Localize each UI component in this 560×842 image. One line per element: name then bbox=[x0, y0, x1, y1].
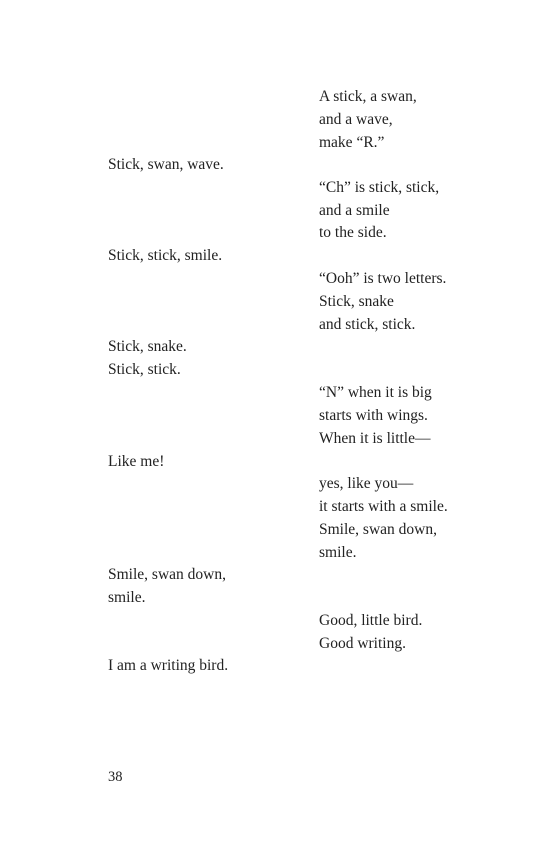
poem-line: smile. bbox=[319, 544, 357, 561]
poem-line: Stick, snake. bbox=[108, 338, 187, 355]
poem-line: A stick, a swan, bbox=[319, 88, 417, 105]
poem-line: Smile, swan down, bbox=[319, 521, 437, 538]
poem-line: yes, like you— bbox=[319, 475, 414, 492]
poem-line: Smile, swan down, bbox=[108, 566, 226, 583]
poem-line: I am a writing bird. bbox=[108, 657, 229, 674]
poem-line: Stick, stick. bbox=[108, 361, 181, 378]
poem-line: Good writing. bbox=[319, 635, 406, 652]
poem-line: and a wave, bbox=[319, 111, 393, 128]
poem-line: Stick, snake bbox=[319, 293, 394, 310]
poem-line: “Ch” is stick, stick, bbox=[319, 179, 440, 196]
poem-line: When it is little— bbox=[319, 430, 431, 447]
poem-line: Like me! bbox=[108, 453, 165, 470]
poem-line: make “R.” bbox=[319, 134, 385, 151]
poem-line: smile. bbox=[108, 589, 146, 606]
poem-line: and stick, stick. bbox=[319, 316, 416, 333]
poem-line: “Ooh” is two letters. bbox=[319, 270, 447, 287]
poem-line: Stick, swan, wave. bbox=[108, 156, 224, 173]
poem-line: Stick, stick, smile. bbox=[108, 247, 223, 264]
page-number: 38 bbox=[108, 769, 123, 785]
poem-line: it starts with a smile. bbox=[319, 498, 448, 515]
poem-line: “N” when it is big bbox=[319, 384, 432, 401]
poem-line: Good, little bird. bbox=[319, 612, 423, 629]
poem-line: to the side. bbox=[319, 224, 387, 241]
poem-line: starts with wings. bbox=[319, 407, 428, 424]
poem-line: and a smile bbox=[319, 202, 390, 219]
